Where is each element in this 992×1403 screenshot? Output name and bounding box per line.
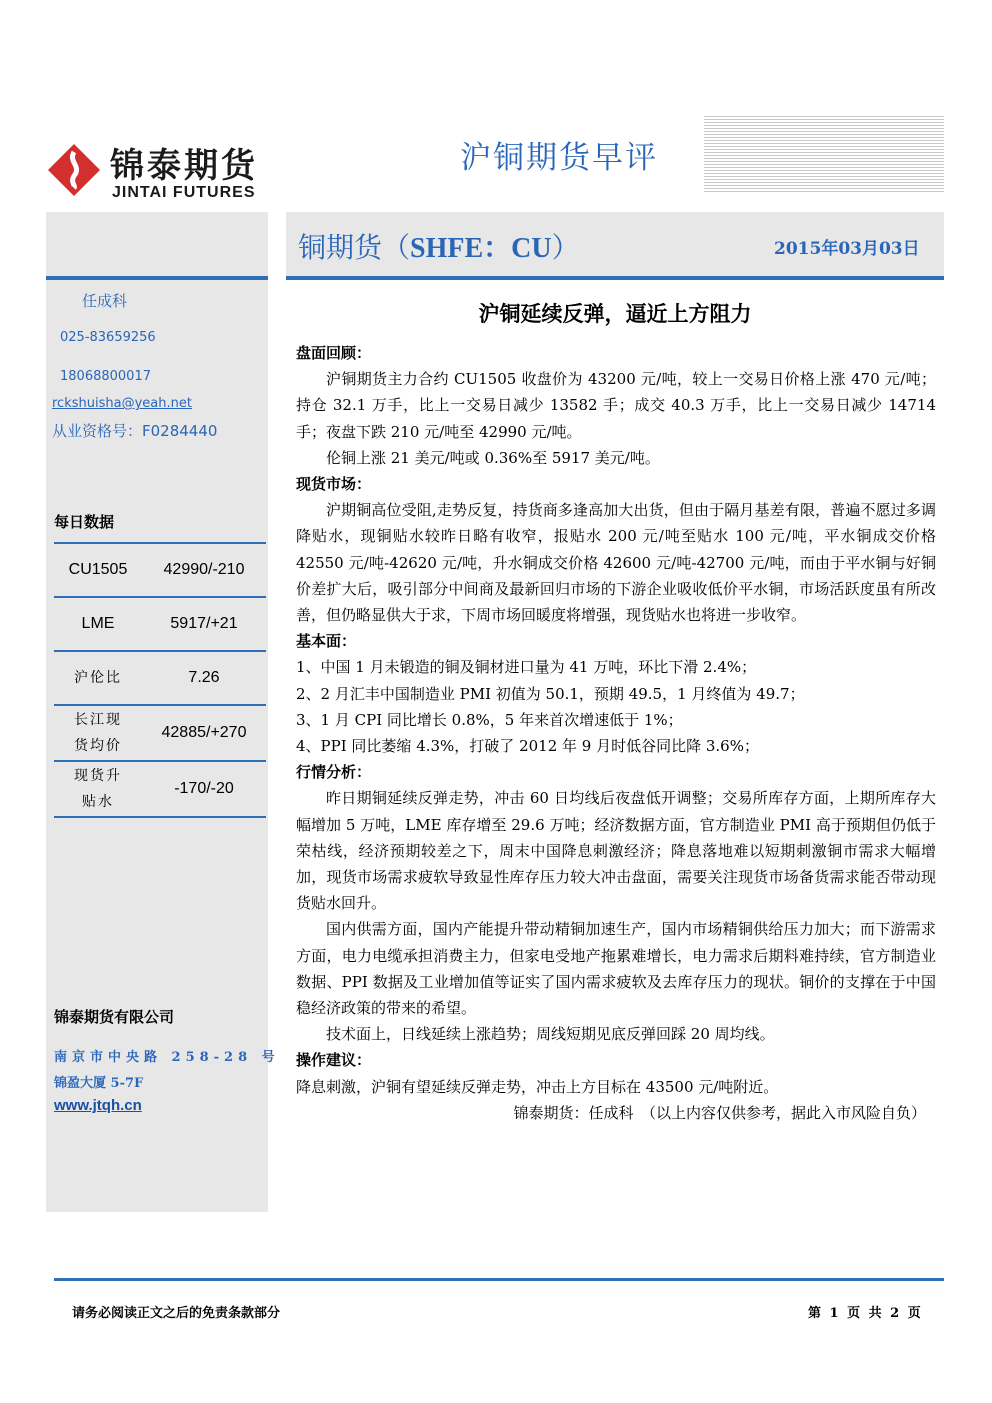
analyst-phone-2: 18068800017 xyxy=(60,369,151,384)
report-date: 2015年03月03日 xyxy=(774,239,920,259)
jintai-logo-icon xyxy=(46,142,102,198)
row-label xyxy=(54,761,142,817)
row-label: CU1505 xyxy=(54,543,142,597)
product-name-cn: 铜期货（ xyxy=(298,231,411,264)
company-address-building: 锦盈大厦 5-7F xyxy=(54,1076,144,1091)
row-label-line: 贴水 xyxy=(82,794,114,810)
row-label xyxy=(54,705,142,761)
article-body xyxy=(296,340,936,1126)
table-row xyxy=(54,597,266,651)
report-title: 沪铜期货早评 xyxy=(456,132,662,177)
product-title xyxy=(298,226,580,266)
table-row xyxy=(54,761,266,817)
paragraph: 技术面上，日线延续上涨趋势；周线短期见底反弹回踩 20 周均线。 xyxy=(326,1025,775,1044)
author-signature: 锦泰期货：任成科 （以上内容仅供参考，据此入市风险自负） xyxy=(513,1103,926,1122)
company-name: 锦泰期货有限公司 xyxy=(54,1008,175,1026)
row-value: 7.26 xyxy=(142,651,266,705)
section-title: 盘面回顾： xyxy=(296,344,372,362)
title-hatch-band xyxy=(704,116,944,194)
paragraph: 昨日期铜延续反弹走势，冲击 60 日均线后夜盘低开调整；交易所库存方面，上期所库存大幅增加 5 万吨，LME 库存增至 29.6 万吨；经济数据方面，官方制造业 PMI 高于预期但仍低于荣枯线，经济预期较差之下，周末中国降息刺激经济；降息落地难以短期刺激铜市需求大幅增加，现货市场需求疲软导致显性库存压力较大冲击盘面，需要关注现货市场备货需求能否带动现货贴水回升。 xyxy=(296,789,936,913)
footer-divider xyxy=(54,1278,944,1281)
row-value: 42885/+270 xyxy=(142,705,266,761)
row-label-line: 现货升 xyxy=(74,768,122,784)
row-value: -170/-20 xyxy=(142,761,266,817)
paragraph: 沪期铜高位受阻,走势反复，持货商多逢高加大出货，但由于隔月基差有限，普遍不愿过多调降贴水，现铜贴水较昨日略有收窄，报贴水 200 元/吨至贴水 100 元/吨，平水铜成交价格 42550 元/吨-42620 元/吨，升水铜成交价格 42600 元/吨-42700 元/吨，而由于平水铜与好铜价差扩大后，吸引部分中间商及最新回归市场的下游企业吸收低价平水铜，市场活跃度虽有所改善，但仍略显供大于求，下周市场回暖度将增强，现货贴水也将进一步收窄。 xyxy=(296,501,936,625)
row-value: 42990/-210 xyxy=(142,543,266,597)
paragraph: 国内供需方面，国内产能提升带动精铜加速生产，国内市场精铜供给压力加大；而下游需求方面，电力电缆承担消费主力，但家电受地产拖累难增长，电力需求后期料难持续，官方制造业数据、PPI 数据及工业增加值等证实了国内需求疲软及去库存压力的现状。铜价的支撑在于中国稳经济政策的带来的希望。 xyxy=(296,920,936,1018)
page-indicator: 第 1 页 共 2 页 xyxy=(808,1306,923,1321)
section-title: 行情分析： xyxy=(296,763,372,782)
row-label: LME xyxy=(54,597,142,651)
list-item: 1、中国 1 月未锻造的铜及铜材进口量为 41 万吨，环比下滑 2.4%； xyxy=(296,658,757,677)
analyst-phone-1: 025-83659256 xyxy=(60,330,156,345)
row-label-line: 长江现 xyxy=(74,712,122,728)
section-title: 基本面： xyxy=(296,632,357,651)
company-website-link[interactable]: www.jtqh.cn xyxy=(54,1097,142,1114)
section-title: 现货市场： xyxy=(296,475,372,494)
article-headline: 沪铜延续反弹，逼近上方阻力 xyxy=(478,301,752,326)
list-item: 3、1 月 CPI 同比增长 0.8%，5 年来首次增速低于 1%； xyxy=(296,710,683,729)
list-item: 4、PPI 同比萎缩 4.3%，打破了 2012 年 9 月时低谷同比降 3.6%； xyxy=(296,737,759,756)
product-code: SHFE：CU xyxy=(410,233,552,264)
analyst-license: 从业资格号：F0284440 xyxy=(52,422,218,440)
sidebar-divider xyxy=(46,276,268,280)
daily-data-heading: 每日数据 xyxy=(54,513,115,531)
analyst-email-link[interactable]: rckshuisha@yeah.net xyxy=(52,396,192,411)
row-label-line: 货均价 xyxy=(74,738,122,754)
paragraph: 伦铜上涨 21 美元/吨或 0.36%至 5917 美元/吨。 xyxy=(326,448,660,467)
brand-logo xyxy=(46,136,276,206)
product-close: ） xyxy=(551,231,580,264)
brand-name-cn: 锦泰期货 xyxy=(110,146,258,186)
list-item: 2、2 月汇丰中国制造业 PMI 初值为 50.1，预期 49.5，1 月终值为 49.7； xyxy=(296,684,805,703)
disclaimer-note: 请务必阅读正文之后的免责条款部分 xyxy=(72,1306,281,1321)
daily-data-table xyxy=(54,542,266,818)
company-address: 南京市中央路 258-28 号 xyxy=(54,1050,280,1065)
paragraph: 沪铜期货主力合约 CU1505 收盘价为 43200 元/吨，较上一交易日价格上涨 470 元/吨；持仓 32.1 万手，比上一交易日减少 13582 手；成交 40.3 万手，比上一交易日减少 14714 手；夜盘下跌 210 元/吨至 42990 元/吨。 xyxy=(296,370,936,441)
header-divider xyxy=(286,276,944,280)
row-label: 沪伦比 xyxy=(54,651,142,705)
table-row xyxy=(54,651,266,705)
paragraph: 降息刺激，沪铜有望延续反弹走势，冲击上方目标在 43500 元/吨附近。 xyxy=(296,1077,779,1096)
brand-name-en: JINTAI FUTURES xyxy=(112,184,256,201)
analyst-name: 任成科 xyxy=(82,292,128,310)
row-value: 5917/+21 xyxy=(142,597,266,651)
table-row xyxy=(54,705,266,761)
table-row xyxy=(54,543,266,597)
section-title: 操作建议： xyxy=(296,1051,372,1070)
